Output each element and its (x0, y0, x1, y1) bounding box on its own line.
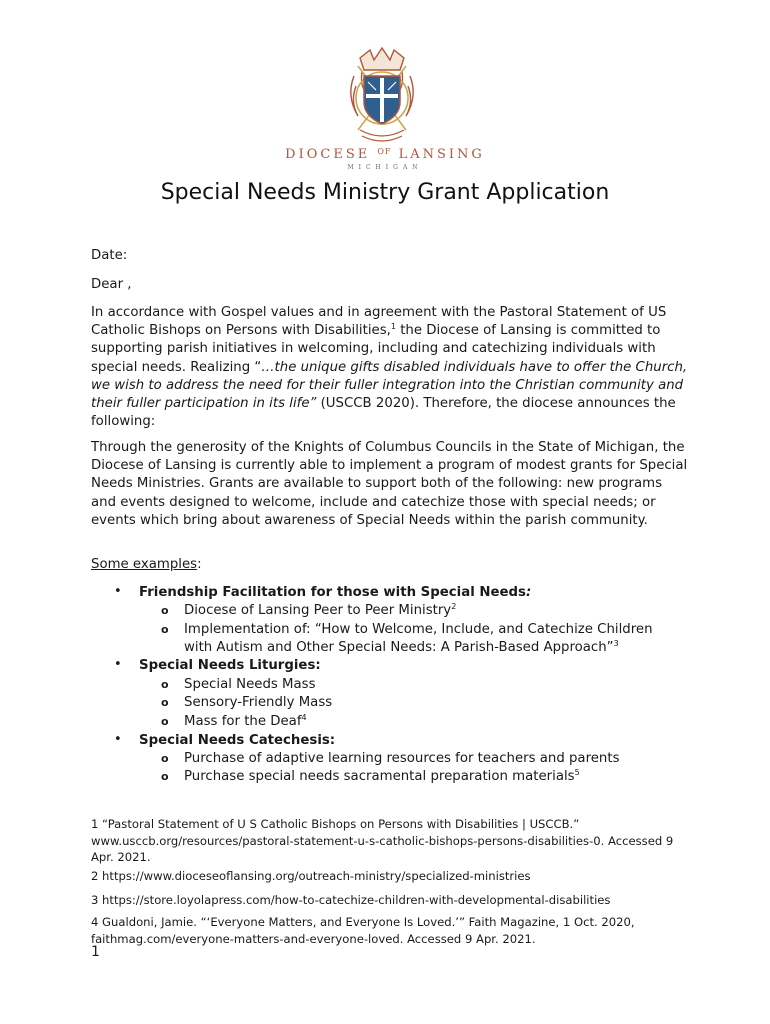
sub-bullet-icon: o (161, 604, 169, 617)
sub-bullet-icon: o (161, 752, 169, 765)
sub-bullet-icon: o (161, 715, 169, 728)
footnote-3: 3 https://store.loyolapress.com/how-to-catechize-children-with-developmental-disabilities (91, 893, 611, 907)
grant-paragraph: Through the generosity of the Knights of Columbus Councils in the State of Michigan, the Diocese of Lansing is currently able to implement a program of modest grants for Special Needs Ministries. Grants are available to support both of the following: new programs and events designed to welcome, include and catechize those with special needs; or events which bring about awareness of Special Needs within the parish community. (91, 440, 688, 528)
list-item: Diocese of Lansing Peer to Peer Ministry$^2$ (184, 602, 457, 618)
list-item: Purchase special needs sacramental preparation materials$^5$ (184, 768, 580, 784)
diocese-crest-logo (340, 46, 424, 146)
bullet-special-needs-liturgies: Special Needs Liturgies: (139, 658, 321, 673)
list-item: Purchase of adaptive learning resources for teachers and parents (184, 751, 620, 766)
bullet-icon: • (114, 732, 122, 747)
page-number: 1 (91, 944, 100, 960)
sub-bullet-icon: o (161, 623, 169, 636)
footnote-4: 4 Gualdoni, Jamie. “‘Everyone Matters, and Everyone Is Loved.’” Faith Magazine, 1 Oct. 2020, faithmag.com/everyone-matters-and-everyone-loved. Accessed 9 Apr. 2021. (91, 915, 635, 946)
sub-bullet-icon: o (161, 696, 169, 709)
page-title: Special Needs Ministry Grant Application (160, 180, 610, 205)
list-item: Special Needs Mass (184, 677, 316, 692)
bullet-icon: • (114, 584, 122, 599)
organization-state: MICHIGAN (347, 164, 423, 171)
footnote-1: 1 “Pastoral Statement of U S Catholic Bishops on Persons with Disabilities | USCCB.” www.usccb.org/resources/pastoral-statement-u-s-catholic-bishops-persons-disabilities-0. Accessed 9 Apr. 2021. (91, 817, 674, 864)
list-item: Sensory-Friendly Mass (184, 695, 333, 710)
date-line: Date: (91, 248, 128, 263)
salutation: Dear , (91, 277, 132, 292)
examples-heading: Some examples: (91, 557, 202, 572)
bullet-icon: • (114, 657, 122, 672)
bullet-special-needs-catechesis: Special Needs Catechesis: (139, 733, 336, 748)
footnote-2: 2 https://www.dioceseoflansing.org/outreach-ministry/specialized-ministries (91, 869, 531, 883)
organization-name: DIOCESE $^{OF}$ LANSING (285, 147, 485, 162)
list-item: Implementation of: “How to Welcome, Include, and Catechize Children with Autism and Other Special Needs: A Parish-Based Approach”$^3$ (184, 622, 653, 656)
sub-bullet-icon: o (161, 770, 169, 783)
list-item: Mass for the Deaf$^4$ (184, 713, 307, 729)
intro-paragraph: In accordance with Gospel values and in agreement with the Pastoral Statement of US Catholic Bishops on Persons with Disabilities,$^1$ the Diocese of Lansing is committed to supporting parish initiatives in welcoming, including and catechizing individuals with special needs. Realizing “…the unique gifts disabled individuals have to offer the Church, we wish to address the need for their fuller integration into the Christian community and their fuller participation in its life” (USCCB 2020). Therefore, the diocese announces the following: (91, 305, 688, 430)
sub-bullet-icon: o (161, 678, 169, 691)
bullet-friendship-facilitation: Friendship Facilitation for those with Special Needs: (139, 585, 532, 600)
